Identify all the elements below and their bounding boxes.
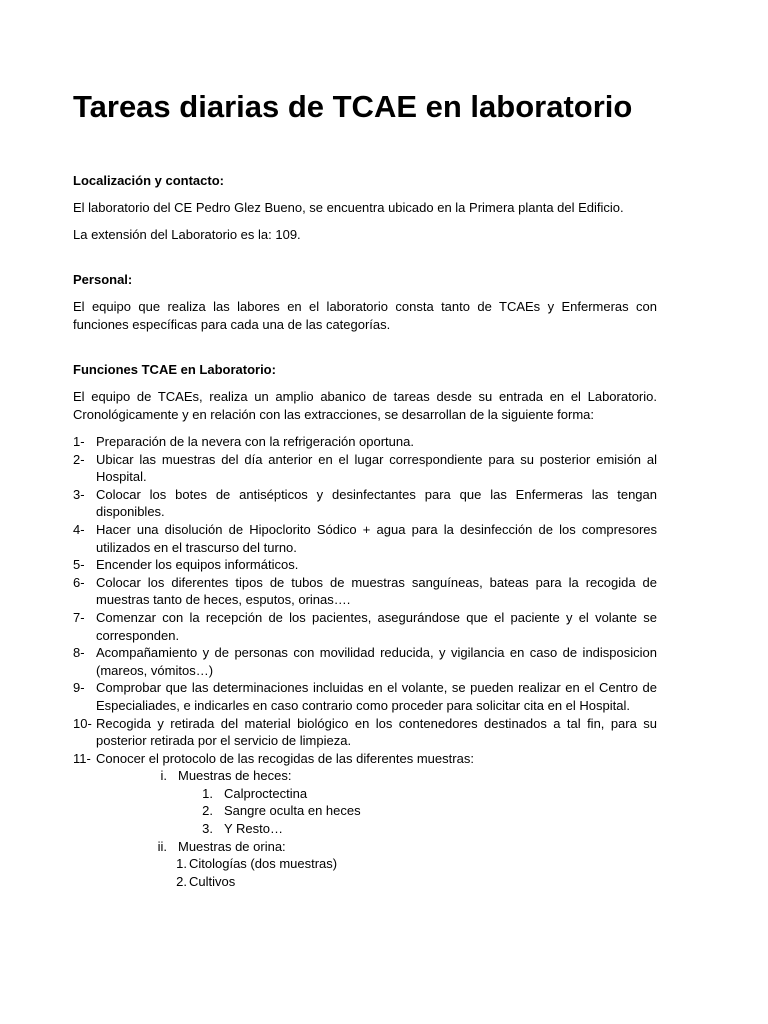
list-item-text: Preparación de la nevera con la refrigeración oportuna. <box>96 434 414 449</box>
heading-funciones: Funciones TCAE en Laboratorio: <box>73 362 276 377</box>
list-item-number: 5- <box>73 557 85 573</box>
list-item-number: 6- <box>73 574 85 590</box>
list-item-number: 2. <box>202 803 213 819</box>
list-item-number: 1. <box>202 785 213 801</box>
sublist-heces <box>73 767 657 785</box>
list-item-number: 1- <box>73 434 85 449</box>
list-item-number: 2. <box>176 873 187 889</box>
list-item <box>73 802 657 820</box>
list-item-text: Sangre oculta en heces <box>224 803 361 819</box>
list-item-number: 9- <box>73 680 85 696</box>
list-item-number: 3- <box>73 486 85 502</box>
list-item <box>73 855 657 873</box>
list-item-text: Cultivos <box>189 873 236 889</box>
list-item <box>73 785 657 803</box>
list-item <box>73 644 657 679</box>
page-content <box>73 88 657 890</box>
list-item-number: 8- <box>73 645 85 661</box>
list-item-text: Colocar los diferentes tipos de tubos de muestras sanguíneas, bateas para la recogida de muestras tanto de heces, esputos, orinas…. <box>96 574 657 608</box>
sublist-label: Muestras de heces: <box>178 768 292 784</box>
list-item <box>73 679 657 714</box>
list-item-number: 11- <box>73 750 91 766</box>
list-item <box>73 556 657 574</box>
list-item-text: Ubicar las muestras del día anterior en el lugar correspondiente para su posterior emisión al Hospital. <box>96 451 657 485</box>
heading-localizacion: Localización y contacto: <box>73 173 224 188</box>
sublist-number: i. <box>160 768 167 784</box>
list-item <box>73 486 657 521</box>
paragraph-ubicacion: El laboratorio del CE Pedro Glez Bueno, se encuentra ubicado en la Primera planta del Edificio. <box>73 200 624 215</box>
sublist-number: ii. <box>157 838 167 854</box>
list-item-text: Calproctectina <box>224 785 308 801</box>
list-item-number: 10- <box>73 715 92 731</box>
list-item-text: Citologías (dos muestras) <box>189 856 338 872</box>
paragraph-funciones-intro: El equipo de TCAEs, realiza un amplio abanico de tareas desde su entrada en el Laboratorio. Cronológicamente y en relación con las extracciones, se desarrollan de la siguiente forma: <box>73 389 657 422</box>
heading-personal: Personal: <box>73 272 133 287</box>
tasks-list <box>73 433 657 767</box>
list-item <box>73 521 657 556</box>
list-item-text: Conocer el protocolo de las recogidas de las diferentes muestras: <box>96 750 474 766</box>
list-item-text: Acompañamiento y de personas con movilidad reducida, y vigilancia en caso de indisposicion (mareos, vómitos…) <box>96 645 657 678</box>
list-item-text: Colocar los botes de antisépticos y desinfectantes para que las Enfermeras las tengan disponibles. <box>96 486 657 520</box>
list-item-number: 2- <box>73 451 85 467</box>
list-item <box>73 715 657 750</box>
list-item-text: Hacer una disolución de Hipoclorito Sódico + agua para la desinfección de los compresores utilizados en el trascurso del turno. <box>96 521 657 555</box>
list-item <box>73 574 657 609</box>
list-item-number: 7- <box>73 609 85 625</box>
list-item <box>73 433 657 451</box>
list-item <box>73 873 657 891</box>
list-item-text: Comenzar con la recepción de los pacientes, asegurándose que el paciente y el volante se corresponden. <box>96 609 657 643</box>
list-item <box>73 820 657 838</box>
list-item-text: Encender los equipos informáticos. <box>96 557 299 573</box>
list-item-number: 3. <box>202 821 213 837</box>
document-title: Tareas diarias de TCAE en laboratorio <box>73 89 633 124</box>
list-item-number: 1. <box>176 856 187 872</box>
sublist-label: Muestras de orina: <box>178 838 286 854</box>
list-item-text: Comprobar que las determinaciones incluidas en el volante, se pueden realizar en el Centro de Especialiades, e indicarles en caso contrario como proceder para solicitar cita en el Hospital. <box>96 680 657 713</box>
list-item-text: Y Resto… <box>224 821 284 837</box>
paragraph-extension: La extensión del Laboratorio es la: 109. <box>73 227 301 242</box>
list-item-number: 4- <box>73 521 85 537</box>
list-item <box>73 750 657 768</box>
list-item <box>73 451 657 486</box>
list-item-text: Recogida y retirada del material biológico en los contenedores destinados a tal fin, para su posterior retirada por el servicio de limpieza. <box>96 715 657 749</box>
list-item <box>73 609 657 644</box>
sublist-orina <box>73 838 657 856</box>
paragraph-personal: El equipo que realiza las labores en el laboratorio consta tanto de TCAEs y Enfermeras con funciones específicas para cada una de las categorías. <box>73 299 657 332</box>
